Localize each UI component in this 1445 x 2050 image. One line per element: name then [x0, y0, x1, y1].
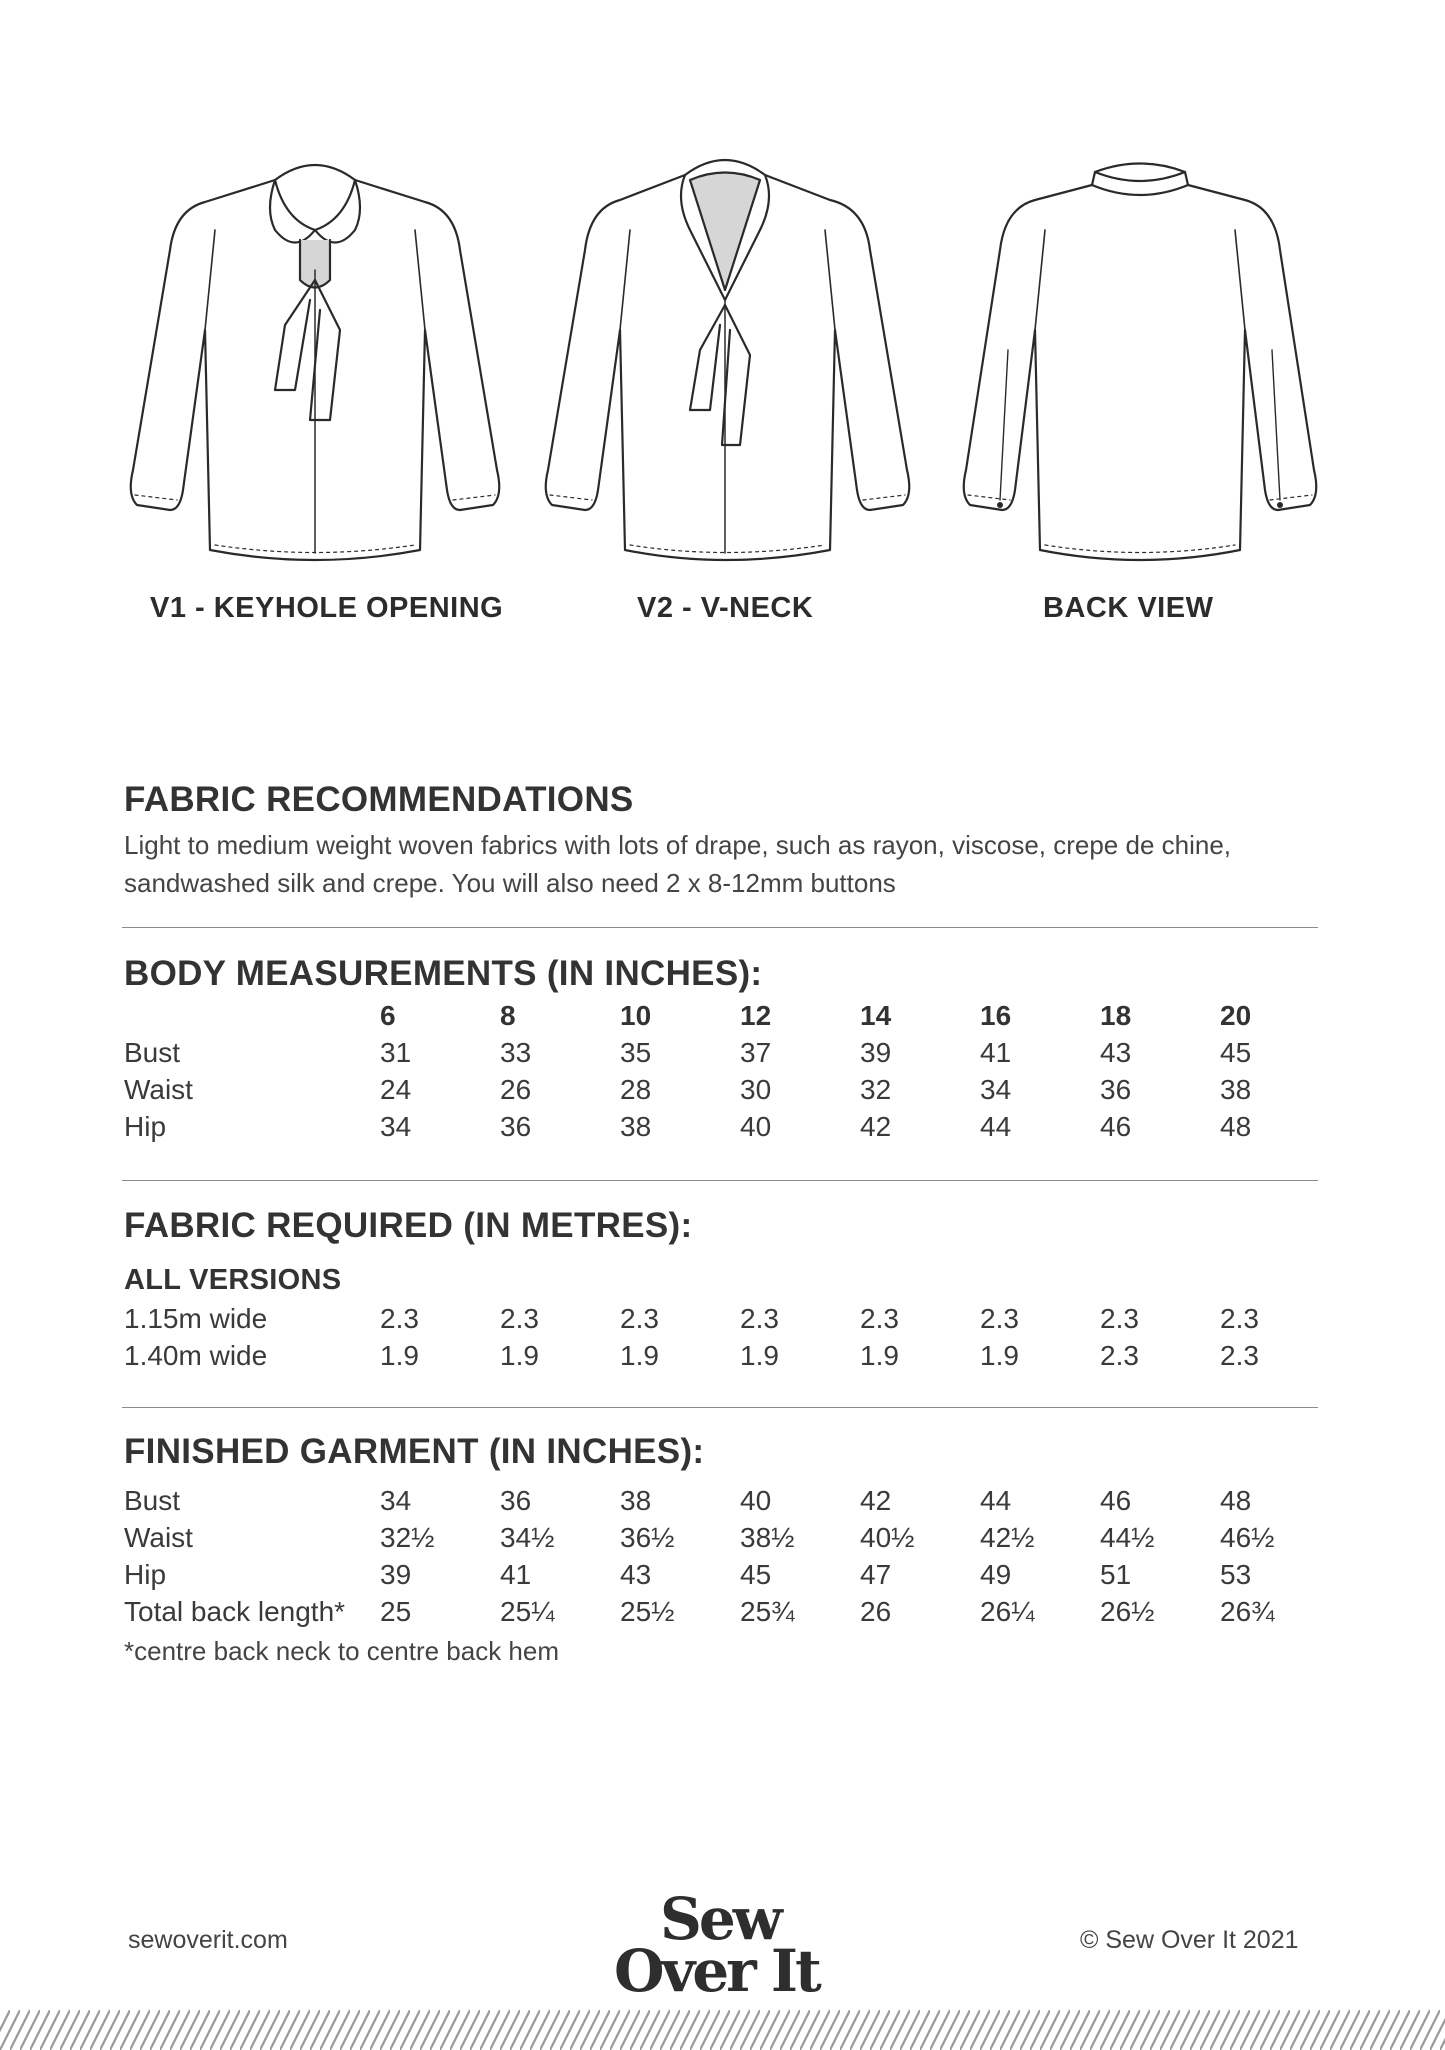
table-cell: 34	[380, 1110, 412, 1142]
row-label: 1.40m wide	[124, 1339, 268, 1371]
table-cell: 2.3	[740, 1302, 779, 1334]
divider	[122, 927, 1318, 928]
all-versions-label: ALL VERSIONS	[124, 1264, 342, 1296]
table-cell: 40½	[860, 1521, 915, 1553]
row-label: Waist	[124, 1521, 193, 1553]
finished-garment-footnote: *centre back neck to centre back hem	[124, 1636, 560, 1666]
size-20: 20	[1220, 999, 1252, 1031]
table-cell: 47	[860, 1558, 892, 1590]
size-6: 6	[380, 999, 396, 1031]
size-header-row	[124, 997, 1340, 1034]
table-row	[124, 1593, 1340, 1630]
table-cell: 2.3	[1220, 1302, 1259, 1334]
body-measurements-title: BODY MEASUREMENTS (IN INCHES):	[124, 954, 763, 993]
table-cell: 33	[500, 1036, 532, 1068]
size-12: 12	[740, 999, 772, 1031]
table-cell: 42	[860, 1484, 892, 1516]
table-cell: 48	[1220, 1484, 1252, 1516]
table-cell: 24	[380, 1073, 412, 1105]
row-label: Bust	[124, 1484, 181, 1516]
table-cell: 45	[740, 1558, 772, 1590]
table-cell: 46½	[1220, 1521, 1275, 1553]
table-cell: 30	[740, 1073, 772, 1105]
fabric-recommendations-line-2: sandwashed silk and crepe. You will also need 2 x 8-12mm buttons	[124, 868, 896, 898]
table-cell: 34	[980, 1073, 1012, 1105]
sew-over-it-logo	[600, 1885, 850, 2005]
table-cell: 41	[980, 1036, 1012, 1068]
row-label: Bust	[124, 1036, 181, 1068]
divider	[122, 1407, 1318, 1408]
table-cell: 46	[1100, 1484, 1132, 1516]
view-label-back: BACK VIEW	[1043, 592, 1214, 624]
table-cell: 35	[620, 1036, 652, 1068]
copyright: © Sew Over It 2021	[1080, 1926, 1299, 1954]
finished-garment-title: FINISHED GARMENT (IN INCHES):	[124, 1432, 705, 1471]
row-label: Hip	[124, 1558, 167, 1590]
view-label-v1: V1 - KEYHOLE OPENING	[150, 592, 504, 624]
size-header-label	[124, 997, 380, 1034]
illustration-v2-vneck	[540, 150, 920, 580]
table-cell: 36	[500, 1484, 532, 1516]
fabric-recommendations-title: FABRIC RECOMMENDATIONS	[124, 780, 634, 819]
table-cell: 34½	[500, 1521, 555, 1553]
table-cell: 42	[860, 1110, 892, 1142]
fabric-recommendations-line-1: Light to medium weight woven fabrics with lots of drape, such as rayon, viscose, crepe de chine,	[124, 830, 1232, 860]
table-cell: 25	[380, 1595, 412, 1627]
table-cell: 2.3	[1220, 1339, 1259, 1371]
finished-garment-table	[124, 1482, 1340, 1630]
table-cell: 1.9	[380, 1339, 419, 1371]
fabric-required-subheading	[124, 1264, 1320, 1297]
table-cell: 43	[620, 1558, 652, 1590]
illustration-back-view	[960, 150, 1320, 580]
fabric-recommendations	[124, 780, 1320, 902]
table-cell: 40	[740, 1110, 772, 1142]
table-cell: 36½	[620, 1521, 675, 1553]
table-cell: 41	[500, 1558, 532, 1590]
view-label-v2: V2 - V-NECK	[637, 592, 814, 624]
table-cell: 2.3	[980, 1302, 1019, 1334]
fabric-recommendations-text	[124, 826, 1320, 902]
table-row	[124, 1519, 1340, 1556]
table-cell: 1.9	[620, 1339, 659, 1371]
table-cell: 2.3	[380, 1302, 419, 1334]
table-cell: 51	[1100, 1558, 1132, 1590]
table-cell: 39	[380, 1558, 412, 1590]
table-cell: 40	[740, 1484, 772, 1516]
table-cell: 45	[1220, 1036, 1252, 1068]
table-cell: 49	[980, 1558, 1012, 1590]
diagonal-stripe-border	[0, 2010, 1445, 2050]
table-row	[124, 1556, 1340, 1593]
table-cell: 44½	[1100, 1521, 1155, 1553]
table-cell: 37	[740, 1036, 772, 1068]
row-label: Total back length*	[124, 1595, 346, 1627]
table-row	[124, 1300, 1340, 1337]
table-cell: 2.3	[620, 1302, 659, 1334]
table-cell: 1.9	[980, 1339, 1019, 1371]
illustration-v1-keyhole	[125, 150, 505, 580]
table-cell: 26	[860, 1595, 892, 1627]
fabric-required-table	[124, 1300, 1340, 1374]
table-cell: 28	[620, 1073, 652, 1105]
table-cell: 42½	[980, 1521, 1035, 1553]
table-cell: 32½	[380, 1521, 435, 1553]
body-measurements-heading	[124, 954, 1320, 994]
table-cell: 26½	[1100, 1595, 1155, 1627]
table-cell: 46	[1100, 1110, 1132, 1142]
table-cell: 25½	[620, 1595, 675, 1627]
fabric-required-heading	[124, 1206, 1320, 1246]
table-cell: 36	[500, 1110, 532, 1142]
table-cell: 2.3	[860, 1302, 899, 1334]
table-cell: 25¾	[740, 1595, 795, 1627]
table-cell: 38½	[740, 1521, 795, 1553]
table-cell: 1.9	[500, 1339, 539, 1371]
table-cell: 32	[860, 1073, 892, 1105]
logo-line-1: Sew	[660, 1885, 780, 1953]
table-cell: 34	[380, 1484, 412, 1516]
table-cell: 39	[860, 1036, 892, 1068]
row-label: Hip	[124, 1110, 167, 1142]
table-cell: 26¾	[1220, 1595, 1275, 1627]
table-cell: 31	[380, 1036, 412, 1068]
table-cell: 38	[620, 1484, 652, 1516]
website-link[interactable]: sewoverit.com	[128, 1926, 288, 1954]
table-row	[124, 1071, 1340, 1108]
size-14: 14	[860, 999, 892, 1031]
table-cell: 26	[500, 1073, 532, 1105]
table-cell: 38	[1220, 1073, 1252, 1105]
logo-line-2: Over It	[614, 1937, 819, 2005]
table-row	[124, 1482, 1340, 1519]
size-18: 18	[1100, 999, 1132, 1031]
row-label: Waist	[124, 1073, 193, 1105]
table-cell: 38	[620, 1110, 652, 1142]
table-cell: 1.9	[740, 1339, 779, 1371]
size-8: 8	[500, 999, 516, 1031]
table-cell: 2.3	[1100, 1339, 1139, 1371]
size-16: 16	[980, 999, 1012, 1031]
table-cell: 1.9	[860, 1339, 899, 1371]
table-row	[124, 1337, 1340, 1374]
row-label: 1.15m wide	[124, 1302, 268, 1334]
size-10: 10	[620, 999, 652, 1031]
table-cell: 36	[1100, 1073, 1132, 1105]
table-row	[124, 1034, 1340, 1071]
table-cell: 25¼	[500, 1595, 555, 1627]
table-cell: 48	[1220, 1110, 1252, 1142]
body-measurements-table	[124, 997, 1340, 1145]
fabric-required-title: FABRIC REQUIRED (IN METRES):	[124, 1206, 693, 1245]
table-cell: 44	[980, 1484, 1012, 1516]
table-cell: 2.3	[1100, 1302, 1139, 1334]
divider	[122, 1180, 1318, 1181]
table-cell: 44	[980, 1110, 1012, 1142]
table-cell: 2.3	[500, 1302, 539, 1334]
table-cell: 26¼	[980, 1595, 1035, 1627]
finished-garment-heading	[124, 1432, 1320, 1472]
table-row	[124, 1108, 1340, 1145]
table-cell: 53	[1220, 1558, 1252, 1590]
table-cell: 43	[1100, 1036, 1132, 1068]
